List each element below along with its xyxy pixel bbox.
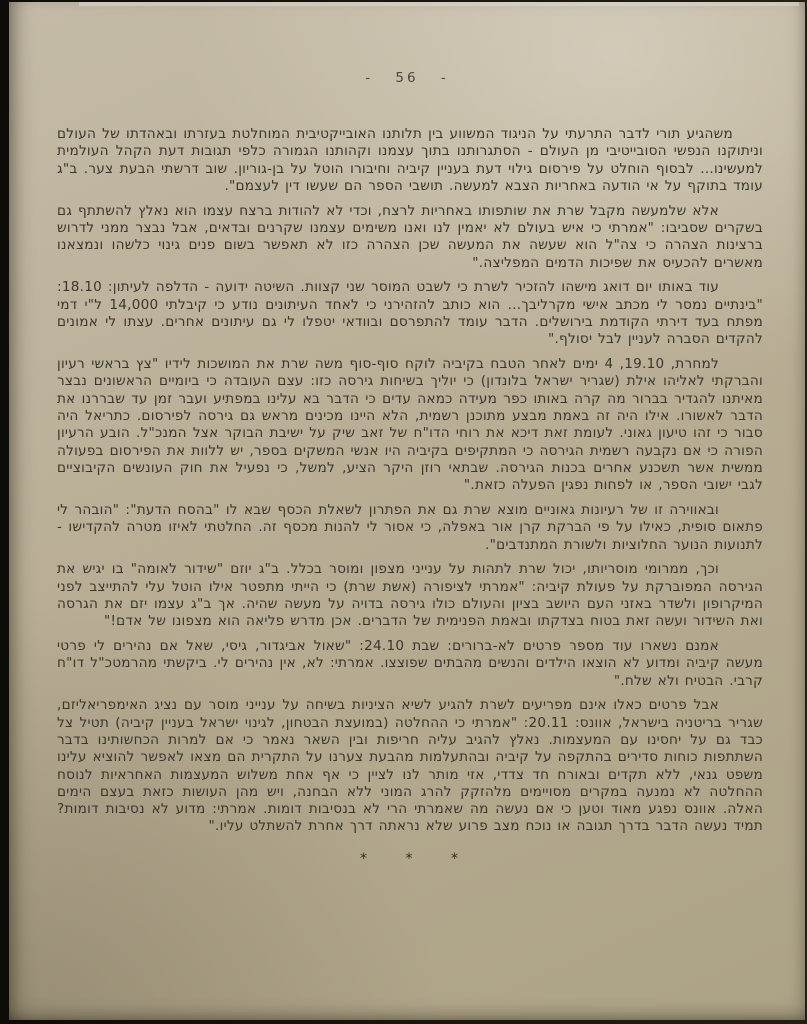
document-page [9,2,805,1020]
paragraph: אלא שלמעשה מקבל שרת את שותפותו באחריות לרצח, וכדי לא להודות ברצח עצמו הוא נאלץ להשתתף גם בשקרים שסביבו: "אמרתי כי איש בעולם לא יאמין לנו ואנו משימים עצמנו שקרנים ובדאים, אבל נבצר ממני לדרוש ברצינות הצהרה כי צה"ל הוא שעשה את המעשה שכן הצהרה כזו לא תאפשר בשום פנים גינוי כלשהו ונמצאנו מאשרים להכעיס את שפיכות הדמים המפליצה." [57,202,763,271]
paragraph: למחרת, 19.10, 4 ימים לאחר הטבח בקיביה לוקח סוף-סוף משה שרת את המושכות לידיו "צץ בראשי רעיון והברקתי לאליהו אילת (שגריר ישראל בלונדון) כי יוליך בשיחות גירסה כזו: עצם העובדה כי ביומיים הראשונים נבצר מאיתנו להגדיר בברור מה קרה באותו כפר מעידה כמאה עדים כי הדבר בא עלינו במפתיע ועבר זמן עד שבררנו את הדבר לאשורו. אילו היה זה באמת מבצע מתוכנן רשמית, הלא היינו מכינים מראש גם גירסה לפירסום. כתריאל היה סבור כי זהו טיעון גאוני. לעומת זאת דיכא את רוחי הדו"ח של זאב שיק על ישיבת הבוקר אצל המנכ"ל. הובע הרעיון הפורה כי אם נקבעה רשמית הגירסה כי המתקיפים בקיביה היו אנשי המשקים בספר, יש ללוות את הפירסום בפעולה ממשית אשר תשכנע אחרים בכנות הגירסה. שבתאי רוזן היקר הציע, למשל, כי נפעיל את חוק העונשים הקיבוציים לגבי ישובי הספר, או לפחות נפגין הפעלה כזאת." [57,356,763,494]
paragraph: עוד באותו יום דואג מישהו להזכיר לשרת כי לשבט המוסר שני קצוות. השיטה ידועה - הדלפה לעיתון: 18.10: "בינתיים נמסר לי מכתב אישי מקרליבך... הוא כותב להזהירני כי לאחד העיתונים נודע כי קיבלתי 14,000 ל"י דמי מפתח בעד דירתי הקודמת בירושלים. הדבר עומד להתפרסם ובוודאי יטפלו לי גם עיתונים אחרים. עצתו לי אמונים להקדים הסברה לעניין לבל יסולף." [57,279,763,348]
paragraph: משהגיע תורי לדבר התרעתי על הניגוד המשווע בין תלותנו האובייקטיבית המוחלטת בעזרתו ובאהדתו של העולם וניתוקנו הנפשי הסובייטיבי מן העולם - הסתגרותנו בתוך עצמנו וקהותנו הגמורה כלפי תגובות דעת הקהל העולמית למעשינו... לבסוף הוחלט על פירסום גילוי דעת בעניין קיביה וחיבורו הוטל על בן-גוריון. שוב דרשתי הבעת צער. ב"ג עומד בתוקף על אי הודעה באחריות הצבא למעשה. תושבי הספר הם שעשו דין לעצמם". [57,126,763,194]
document-body [57,126,763,868]
page-number: - 56 - [365,70,449,86]
paragraph: ובאווירה זו של רעיונות גאוניים מוצא שרת גם את הפתרון לשאלת הכסף שבא לו "בהסח הדעת": "הובהר לי פתאום סופית, כאילו על פי הברקת קרן אור באפלה, כי אסור לי להנות מכסף זה. החלטתי לאיזו מטרה להקדישו - לתנועות הנוער החלוציות ולשורת המתנדבים". [57,501,763,553]
asterisk-separator: * * * [360,850,460,867]
paragraph: אבל פרטים כאלו אינם מפריעים לשרת להגיע לשיא הציניות בשיחה על ענייני מוסר עם נציג האימפריאליזם, שגריר בריטניה בישראל, אוונס: 20.11: "אמרתי כי ההחלטה (במועצת הבטחון, לגינוי ישראל בעניין קיביה) תטיל צל כבד גם על יחסינו עם המעצמות. נאלץ להגיב עליה חריפות ובין השאר נאמר כי אם למרות הכחשותינו בדבר השתתפות כוחות סדירים בהתקפה על קיביה ובהתעלמות מהבעת צערנו על התקרית הם מצאו לאפשר להוציא עלינו משפט גנאי, ללא תקדים ובאורח חד צדדי, אזי מותר לנו לציין כי אף אחת משלוש המעצמות האחראיות לנוסח ההחלטה לא נמנעה במקרים מסויימים מלהזקק להרג המוני ללא הבחנה, ויש מהן העושות כזאת בעצם הימים האלה. אוונס נפגע מאוד וטען כי אם נעשה מה שאמרתי הרי לא בנסיבות דומות. אמרתי: מדוע לא נסיבות דומות? תמיד נעשה הדבר בדרך תגובה או נוכח מצב פרוע שלא נראתה דרך אחרת להשתלט עליו." [57,697,763,835]
paragraph: וכך, ממרומי מוסריותו, יכול שרת לתהות על ענייני מצפון ומוסר בכלל. ב"ג יוזם "שידור לאומה" בו יגיש את הגירסה המפוברקת על פעולת קיביה: "אמרתי לציפורה (אשת שרת) כי הייתי מתפטר אילו הוטל עלי להתייצב לפני המיקרופון ולשדר באזני העם היושב בציון והעולם כולו גירסה בדויה על מעשה שהיה. אך ב"ג עצמו יזם את הגרסה ואת השידור ועשה זאת בטוח בצדקתו ובאמת הפנימית של הדברים. אכן מדרש פליאה הוא מצפונו של אדם!" [57,561,763,630]
paragraph: אמנם נשארו עוד מספר פרטים לא-ברורים: שבת 24.10: "שאול אביגדור, גיסי, שאל אם נהירים לי פרטי מעשה קיביה ומדוע לא הוצאו הילדים והנשים מהבתים שפוצצו. אמרתי: לא, אין נהירים לי. ביקשתי מהרמטכ"ל דו"ח קרבי. הבטיח ולא שלח." [57,638,763,689]
